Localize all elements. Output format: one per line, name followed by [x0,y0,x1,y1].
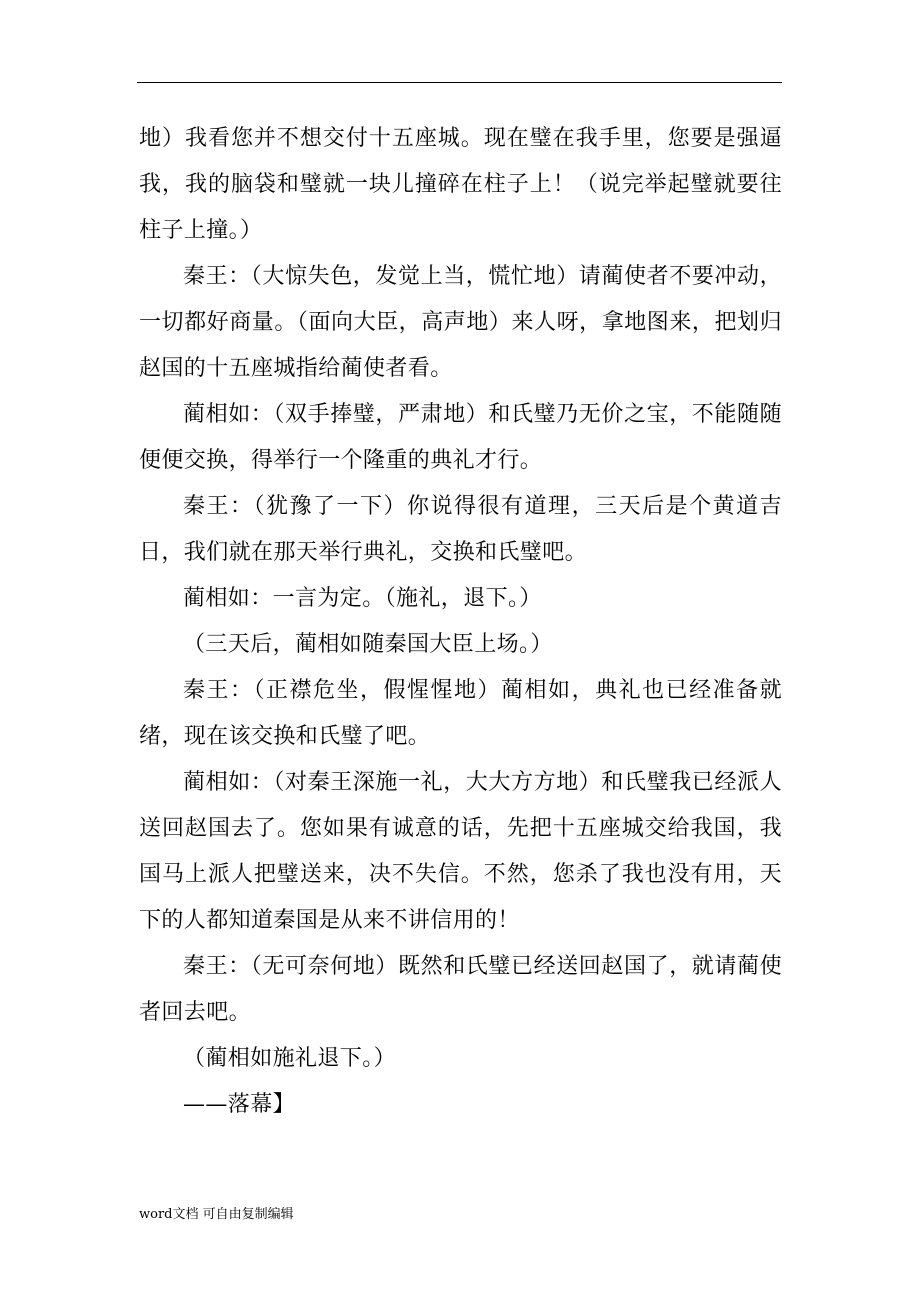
stage-direction-1: （三天后，蔺相如随秦国大臣上场。） [183,632,553,657]
script-text-body [139,116,782,1128]
paragraph-qin-wang-3: 秦王：（正襟危坐，假惺惺地）蔺相如，典礼也已经准备就绪，现在该交换和氏璧了吧。 [139,678,782,749]
stage-direction-2: （蔺相如施礼退下。） [183,1046,397,1071]
paragraph-qin-wang-1: 秦王：（大惊失色，发觉上当，慌忙地）请蔺使者不要冲动，一切都好商量。（面向大臣，高声地）来人呀，拿地图来，把划归赵国的十五座城指给蔺使者看。 [139,264,782,381]
curtain-line: ——落幕】 [183,1092,296,1117]
header-rule [137,82,782,83]
paragraph-lin-xiangru-3: 蔺相如：（对秦王深施一礼，大大方方地）和氏璧我已经派人送回赵国去了。您如果有诚意的话，先把十五座城交给我国，我国马上派人把璧送来，决不失信。不然，您杀了我也没有用，天下的人都知道秦国是从来不讲信用的！ [139,770,782,933]
paragraph-qin-wang-2: 秦王：（犹豫了一下）你说得很有道理，三天后是个黄道吉日，我们就在那天举行典礼，交换和氏璧吧。 [139,494,782,565]
paragraph-lin-xiangru-2: 蔺相如：一言为定。（施礼，退下。） [183,586,542,611]
footer-note: word文档 可自由复制编辑 [139,1207,294,1222]
paragraph-continuation: 地）我看您并不想交付十五座城。现在璧在我手里，您要是强逼我，我的脑袋和璧就一块儿撞碎在柱子上！（说完举起璧就要往柱子上撞。） [139,126,782,243]
paragraph-qin-wang-4: 秦王：（无可奈何地）既然和氏璧已经送回赵国了，就请蔺使者回去吧。 [139,954,782,1025]
paragraph-lin-xiangru-1: 蔺相如：（双手捧璧，严肃地）和氏璧乃无价之宝，不能随随便便交换，得举行一个隆重的典礼才行。 [139,402,782,473]
